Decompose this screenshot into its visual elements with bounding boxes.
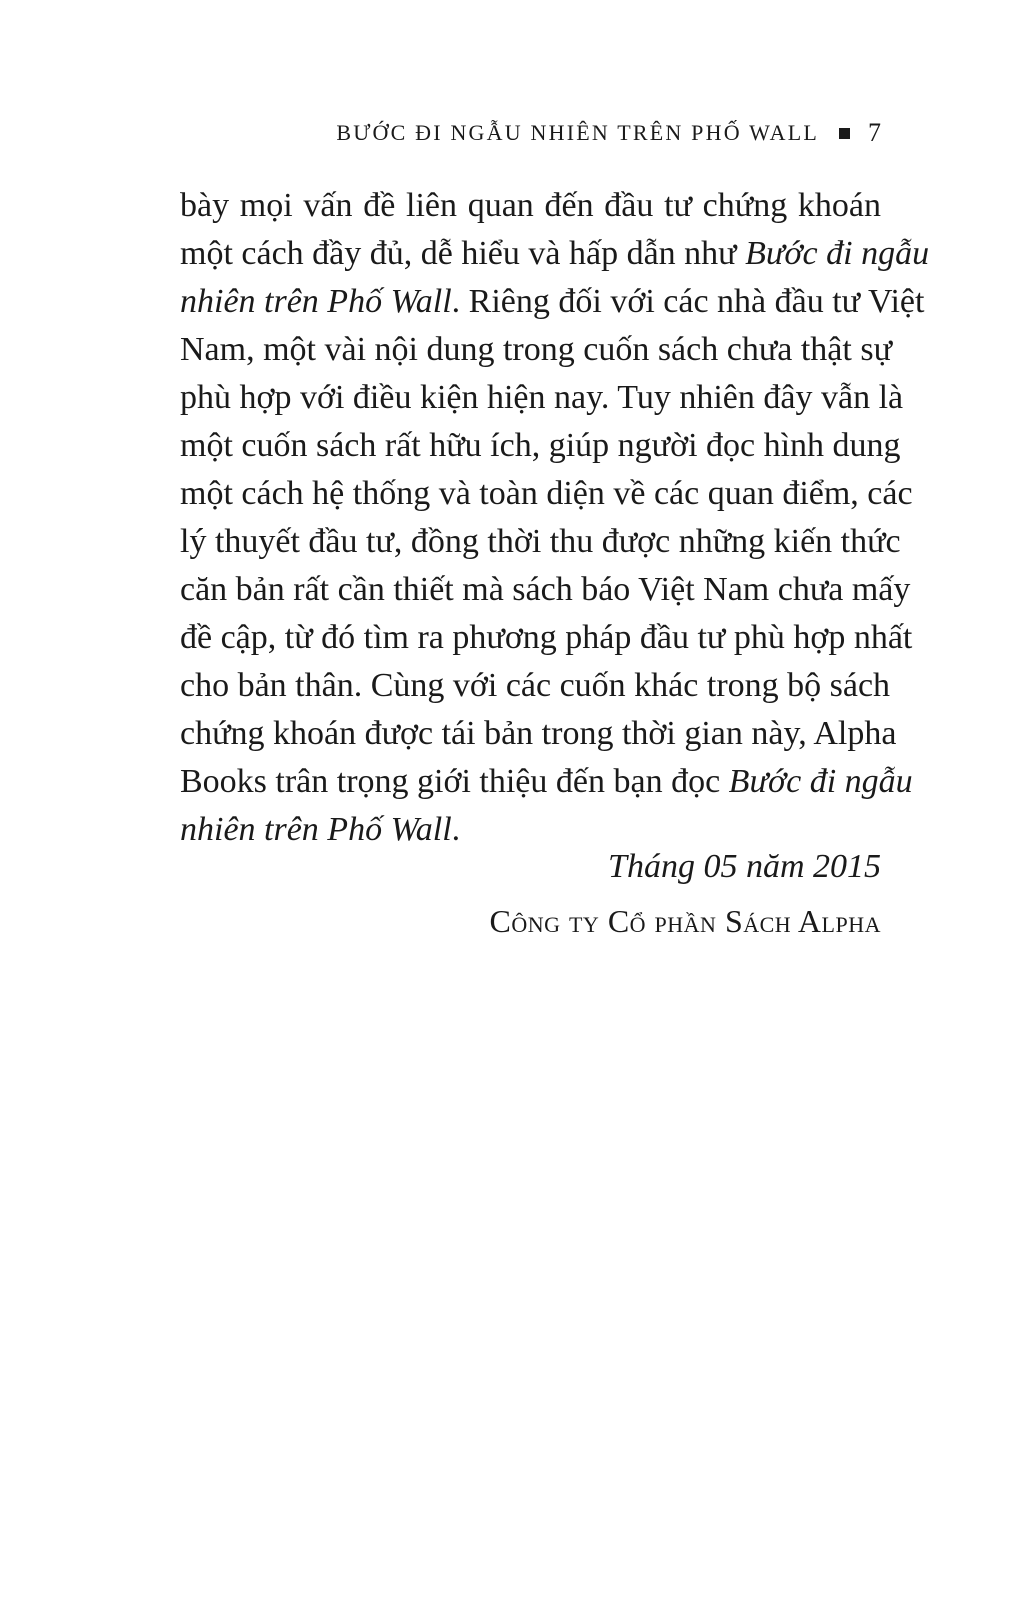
text-run: căn bản rất cần thiết mà sách báo Việt Nam chưa mấy [180,571,911,608]
book-title-italic: Bước đi ngẫu [745,235,930,272]
text-run: . Riêng đối với các nhà đầu tư Việt [451,283,925,320]
book-title-italic: nhiên trên Phố Wall [180,811,452,848]
book-title-italic: nhiên trên Phố Wall [180,283,452,320]
text-run: Nam, một vài nội dung trong cuốn sách chưa thật sự [180,331,892,368]
text-line [180,518,901,566]
text-run: cho bản thân. Cùng với các cuốn khác trong bộ sách [180,667,891,704]
header-separator-square-icon [839,128,850,139]
text-run: lý thuyết đầu tư, đồng thời thu được những kiến thức [180,523,901,560]
text-line [180,806,881,854]
running-title: BƯỚC ĐI NGẪU NHIÊN TRÊN PHỐ WALL [336,120,819,145]
running-header [336,118,881,148]
text-run: đề cập, từ đó tìm ra phương pháp đầu tư phù hợp nhất [180,619,913,656]
text-line [180,662,891,710]
text-run: Books trân trọng giới thiệu đến bạn đọc [180,763,729,800]
text-line [180,230,930,278]
text-line [180,566,911,614]
text-line [180,374,904,422]
text-line [180,614,913,662]
text-run: chứng khoán được tái bản trong thời gian này, Alpha [180,715,897,752]
text-line [180,182,881,230]
signoff-company: Công ty Cổ phần Sách Alpha [489,903,881,939]
text-line [180,710,897,758]
text-run: một cách đầy đủ, dễ hiểu và hấp dẫn như [180,235,746,272]
text-run: phù hợp với điều kiện hiện nay. Tuy nhiên đây vẫn là [180,379,904,416]
book-title-italic: Bước đi ngẫu [728,763,913,800]
text-line [180,758,913,806]
text-line [180,470,913,518]
page-number: 7 [868,118,881,147]
text-line [180,278,925,326]
signoff-date: Tháng 05 năm 2015 [608,848,881,885]
text-line [180,326,892,374]
text-run: một cuốn sách rất hữu ích, giúp người đọc hình dung [180,427,901,464]
text-run: . [451,811,461,848]
text-line [180,422,901,470]
body-paragraph [180,182,930,854]
text-run: bày mọi vấn đề liên quan đến đầu tư chứng khoán [180,187,881,224]
text-run: một cách hệ thống và toàn diện về các quan điểm, các [180,475,913,512]
